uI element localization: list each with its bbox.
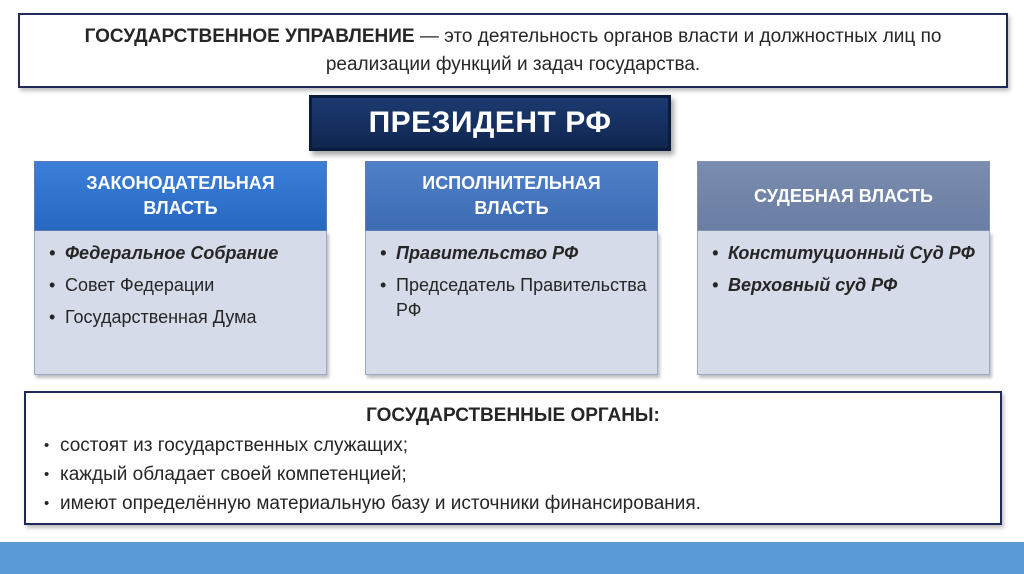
- list-item: • Верховный суд РФ: [712, 273, 979, 298]
- list-item: • Конституционный Суд РФ: [712, 241, 979, 266]
- legislative-branch-title: [34, 161, 327, 231]
- legislative-branch-body: [34, 231, 327, 375]
- list-item: • Государственная Дума: [49, 305, 316, 330]
- definition-box: [18, 13, 1008, 88]
- state-organs-list: [44, 431, 982, 518]
- legislative-branch: [34, 161, 327, 375]
- executive-branch: [365, 161, 658, 375]
- list-item: • состоят из государственных служащих;: [44, 431, 982, 460]
- list-item: • Федеральное Собрание: [49, 241, 316, 266]
- state-organs-box: [24, 391, 1002, 525]
- footer-bar: [0, 542, 1024, 574]
- judicial-branch-title-text: СУДЕБНАЯ ВЛАСТЬ: [754, 185, 933, 206]
- legislative-branch-list: [49, 241, 316, 330]
- executive-branch-list: [380, 241, 647, 323]
- list-item: • каждый обладает своей компетенцией;: [44, 460, 982, 489]
- legislative-branch-title-text: ЗАКОНОДАТЕЛЬНАЯ ВЛАСТЬ: [86, 173, 275, 218]
- judicial-branch-body: [697, 231, 990, 375]
- list-item: • Правительство РФ: [380, 241, 647, 266]
- judicial-branch-title: [697, 161, 990, 231]
- president-title: ПРЕЗИДЕНТ РФ: [368, 106, 612, 139]
- definition-text: [50, 23, 976, 79]
- executive-branch-body: [365, 231, 658, 375]
- definition-term: ГОСУДАРСТВЕННОЕ УПРАВЛЕНИЕ: [84, 25, 415, 47]
- list-item: • Председатель Правительства РФ: [380, 273, 647, 323]
- list-item: • Совет Федерации: [49, 273, 316, 298]
- judicial-branch: [697, 161, 990, 375]
- president-box: [309, 95, 671, 151]
- state-organs-title: ГОСУДАРСТВЕННЫЕ ОРГАНЫ:: [366, 405, 660, 426]
- judicial-branch-list: [712, 241, 979, 298]
- executive-branch-title: [365, 161, 658, 231]
- executive-branch-title-text: ИСПОЛНИТЕЛЬНАЯ ВЛАСТЬ: [422, 173, 601, 218]
- definition-description: — это деятельность органов власти и должностных лиц по реализации функций и задач государства.: [325, 25, 942, 75]
- list-item: • имеют определённую материальную базу и источники финансирования.: [44, 489, 982, 518]
